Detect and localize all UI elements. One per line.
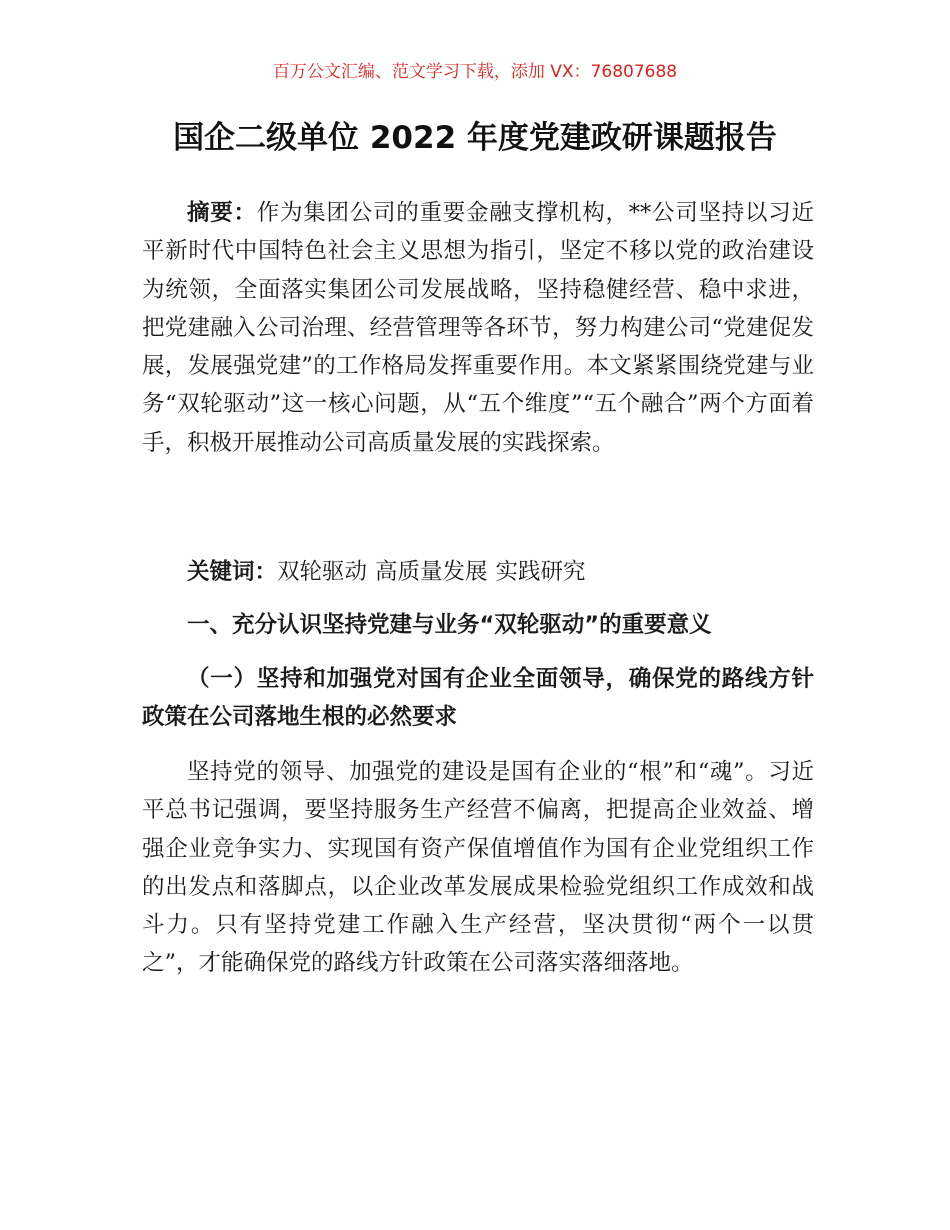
- abstract-label: 摘要：: [187, 200, 257, 226]
- section-heading: 一、充分认识坚持党建与业务“双轮驱动”的重要意义: [187, 612, 712, 638]
- abstract-paragraph: [142, 194, 814, 462]
- keyword-item: 高质量发展: [375, 559, 488, 585]
- abstract-text: 作为集团公司的重要金融支撑机构，**公司坚持以习近平新时代中国特色社会主义思想为指引，坚定不移以党的政治建设为统领，全面落实集团公司发展战略，坚持稳健经营、稳中求进，把党建融入公司治理、经营管理等各环节，努力构建公司“党建促发展，发展强党建”的工作格局发挥重要作用。本文紧紧围绕党建与业务“双轮驱动”这一核心问题，从“五个维度”“五个融合”两个方面着手，积极开展推动公司高质量发展的实践探索。: [142, 200, 814, 456]
- keywords-label: 关键词：: [187, 559, 278, 585]
- header-promo-note: 百万公文汇编、范文学习下载，添加 VX：76807688: [272, 62, 678, 82]
- keyword-item: 实践研究: [495, 559, 586, 585]
- subsection-heading: （一）坚持和加强党对国有企业全面领导，确保党的路线方针政策在公司落地生根的必然要求: [142, 666, 814, 731]
- keywords-paragraph: [142, 553, 814, 591]
- document-title: 国企二级单位 2022 年度党建政研课题报告: [173, 120, 777, 156]
- keyword-item: 双轮驱动: [277, 559, 368, 585]
- body-paragraph: 坚持党的领导、加强党的建设是国有企业的“根”和“魂”。习近平总书记强调，要坚持服务生产经营不偏离，把提高企业效益、增强企业竞争实力、实现国有资产保值增值作为国有企业党组织工作的出发点和落脚点，以企业改革发展成果检验党组织工作成效和战斗力。只有坚持党建工作融入生产经营，坚决贯彻“两个一以贯之”，才能确保党的路线方针政策在公司落实落细落地。: [142, 759, 814, 977]
